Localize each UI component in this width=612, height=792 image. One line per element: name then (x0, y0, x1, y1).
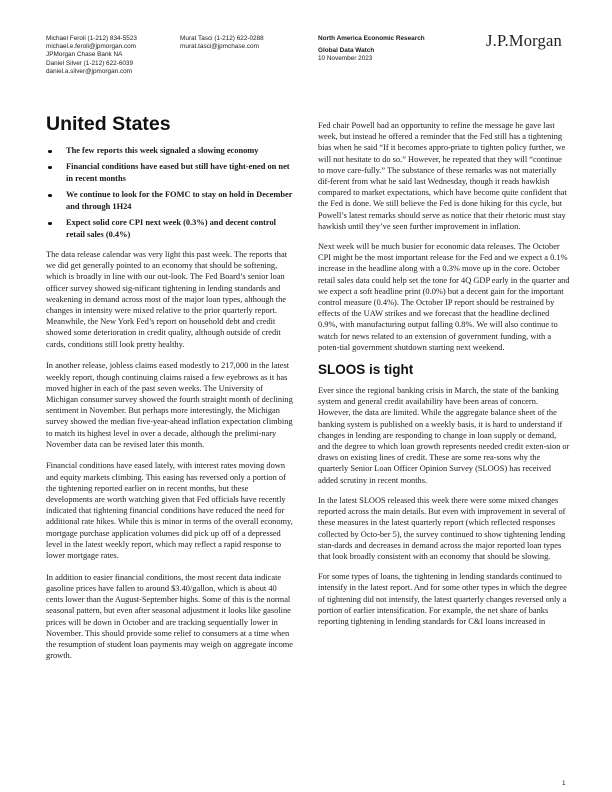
key-point: Expect solid core CPI next week (0.3%) and decent control retail sales (0.4%) (46, 217, 294, 241)
report-date: 10 November 2023 (318, 55, 373, 63)
body-paragraph: In the latest SLOOS released this week there were some mixed changes reported across the main details. But even with improvement in several of these measures in the latest quarterly report (which reflected responses collected by Octo-ber 5), the survey continued to show tightening lending stan-dards and decreases in demand across the major reported loan types that look broadly consistent with an economy that should be slowing. (318, 495, 566, 561)
key-point: The few reports this week signaled a slowing economy (46, 145, 294, 157)
analyst-contacts-left (46, 35, 137, 76)
contact-email[interactable]: daniel.a.silver@jpmorgan.com (46, 67, 133, 75)
body-paragraph: In another release, jobless claims eased modestly to 217,000 in the latest weekly report, though continuing claims raised a few eyebrows as it has moved higher in each of the past seven weeks. The University of Michigan consumer survey showed the fourth straight month of declining sentiment in November. But perhaps more interestingly, the Michigan survey showed the median five-year-ahead inflation expectation climbing to match its highest level in over a decade, although the prelimi-nary November data can be revised later this month. (46, 361, 293, 449)
contact-line: Michael Feroli (1-212) 834-5523 (46, 35, 137, 42)
key-point: Financial conditions have eased but still have tight-ened on net in recent months (46, 161, 294, 185)
bullet-icon (48, 166, 52, 170)
contact-email[interactable]: murat.tasci@jpmchase.com (180, 43, 259, 51)
body-paragraph: Financial conditions have eased lately, with interest rates moving down and equity markets climbing. This easing has reversed only a portion of the tightening reported earlier on in recent months, but these developments are worth watching given that Fed officials have recently indicated that tightening financial conditions have reduced the need for additional rate hikes. While this is minor in terms of the overall economy, mortgage purchase application volumes did pick up off of a depressed level in the latest weekly report, which may reflect a rapid response to lower mortgage rates. (46, 461, 293, 561)
body-paragraph: Ever since the regional banking crisis in March, the state of the banking system and general credit availability have been areas of concern. However, the data are limited. While the aggregate balance sheet of the banking system is published on a weekly basis, it is hard to understand if changes in lending are responding to change in loan supply or demand, and the degree to which loan growth represents needed credit exten-sion or draws on existing lines of credit. These are some rea-sons why the quarterly Senior Loan Officer Opinion Survey (SLOOS) has received added scrutiny in recent months. (318, 386, 570, 485)
page-title: United States (46, 113, 171, 135)
bullet-icon (48, 222, 52, 226)
contact-line: Daniel Silver (1-212) 622-6039 (46, 59, 134, 67)
body-paragraph: The data release calendar was very light this past week. The reports that we did get generally pointed to an economy that should be softening, which is broadly in line with our out-look. The Fed Board’s senior loan officer survey showed sig-nificant tightening in lending standards and weakening in demand across most of the major loan types, although the changes in intensity were mixed relative to the prior quarterly report. Meanwhile, the New York Fed’s report on household debt and credit showed some deterioration in credit quality, although outside of credit cards, conditions still look pretty healthy. (46, 250, 287, 349)
jpmorgan-logo: J.P.Morgan (486, 31, 562, 50)
contact-line: JPMorgan Chase Bank NA (46, 51, 123, 59)
body-paragraph: Fed chair Powell had an opportunity to refine the message he gave last week, but instead he offered a reminder that the Fed still has a tightening bias when he said “If it becomes appro-priate to tighten policy further, we will not hesitate to do so.” However, he repeated that they will “continue to move care-fully.” The substance of these remarks was not materially dif-ferent from what he said last Wednesday, though it reads hawkish compared to market expectations, which have become quite confident that the Fed is done. We still believe the Fed is done hiking for this cycle, but Powell’s latest remarks should serve as notice that their rhetoric must stay hawkish until they’ve seen further improvement in inflation. (318, 121, 567, 231)
body-paragraph: In addition to easier financial conditions, the most recent data indicate gasoline prices have fallen to around $3.40/gallon, which is about 40 cents lower than the August-September highs. Some of this is the normal seasonal pattern, but even after seasonal adjustment it looks like gasoline prices will be down in October and are tracking sequentially lower in November. This should provide some relief to consumers at a time when the resumption of student loan payments may weigh on aggregate income growth. (46, 572, 293, 661)
body-paragraph: For some types of loans, the tightening in lending standards continued to intensify in the latest report. And for some other types in which the degree of tightening did not intensify, the latest quarterly changes reversed only a portion of earlier intensification. For example, the net share of banks reporting tightening in lending standards for C&I loans increased in (318, 572, 567, 626)
section-title: SLOOS is tight (318, 362, 414, 378)
page-header (0, 0, 612, 120)
key-points-list (46, 145, 294, 241)
right-column (318, 120, 570, 636)
analyst-contacts-middle (180, 35, 264, 51)
bullet-icon (48, 194, 52, 198)
report-name: Global Data Watch (318, 47, 375, 55)
contact-line: Murat Tasci (1-212) 622-0288 (180, 35, 264, 42)
key-point: We continue to look for the FOMC to stay on hold in December and through 1H24 (46, 189, 294, 213)
contact-email[interactable]: michael.e.feroli@jpmorgan.com (46, 43, 136, 51)
bullet-icon (48, 150, 52, 154)
body-paragraph: Next week will be much busier for economic data releases. The October CPI might be the most important release for the Fed and we expect a 0.1% increase in the headline along with a 0.3% move up in the core. October retail sales data could help set the tone for 4Q GDP early in the quarter and we expect a soft headline print (0.0%) but a decent gain for the important control measure (0.4%). The October IP report should be restrained by effects of the UAW strikes and we forecast that the headline declined 0.9%, with manufacturing output falling 0.8%. We will also continue to watch for news related to an extension of government funding, with a poten-tial government shutdown starting next weekend. (318, 242, 570, 352)
left-column (46, 112, 294, 672)
report-region: North America Economic Research (318, 35, 425, 42)
report-info (318, 35, 425, 64)
page-number: 1 (562, 780, 566, 787)
